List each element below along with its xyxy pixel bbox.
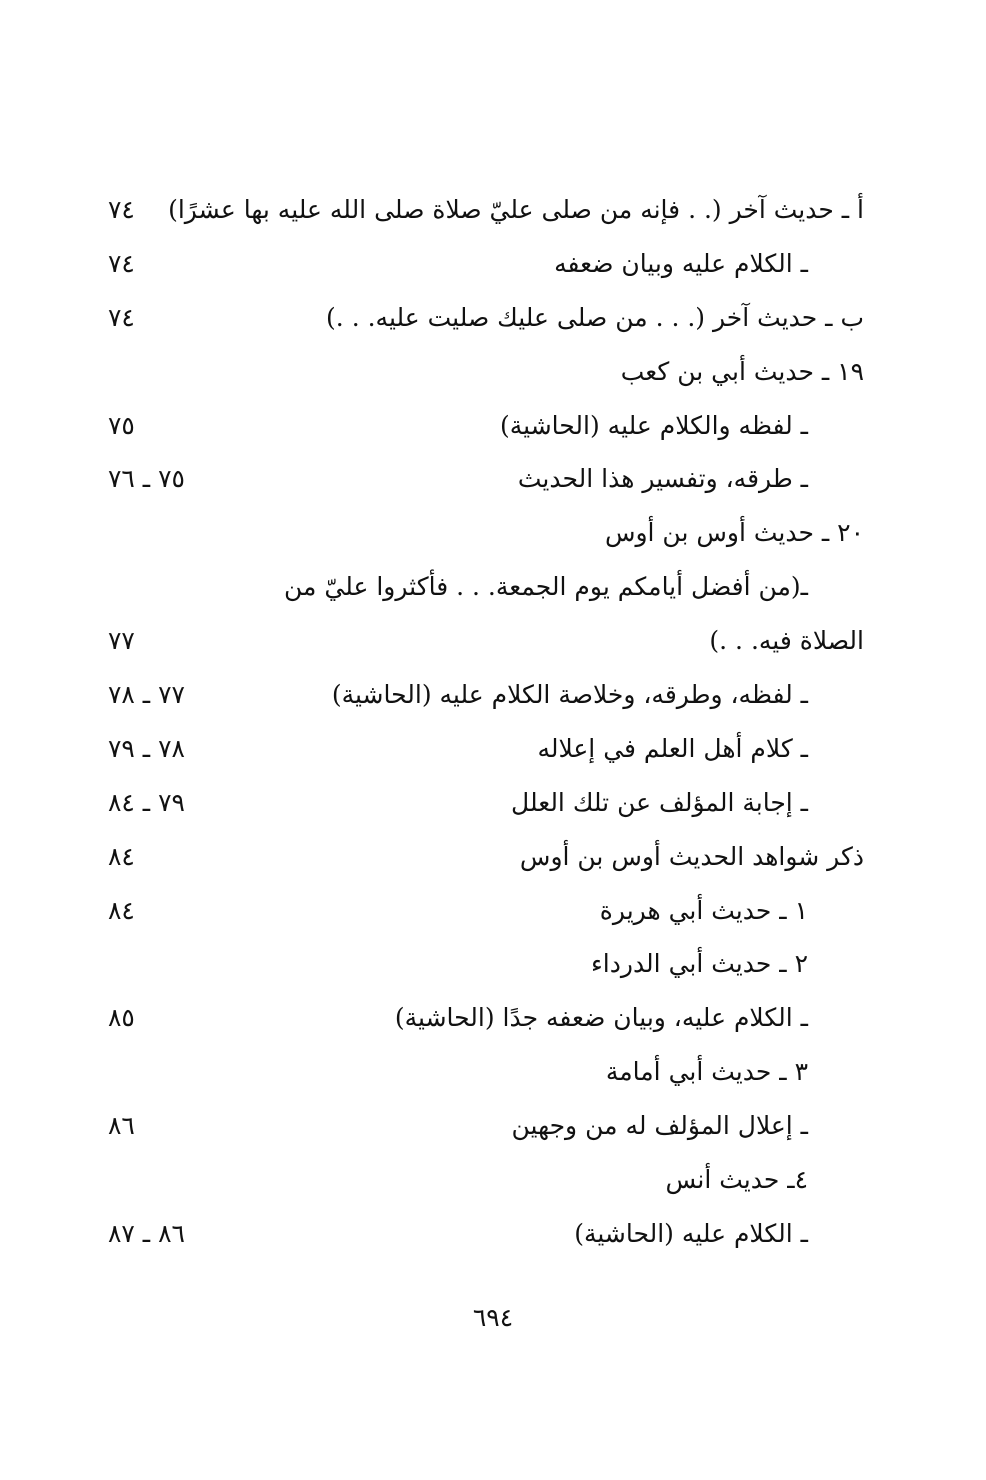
toc-entry-text: ـ لفظه والكلام عليه (الحاشية)	[500, 410, 808, 440]
toc-row	[0, 615, 986, 669]
toc-row	[0, 669, 986, 723]
toc-entry-text: ب ـ حديث آخر (. . . من صلى عليك صليت عليه. . .)	[326, 302, 864, 332]
toc-page-number: ٧٥	[108, 410, 135, 440]
toc-entry-text: ٣ ـ حديث أبي أمامة	[605, 1057, 808, 1087]
toc-page-number: ٨٦	[108, 1111, 135, 1141]
toc-row	[0, 1154, 986, 1208]
toc-row	[0, 1046, 986, 1100]
toc-entry-text: ـ إجابة المؤلف عن تلك العلل	[511, 787, 808, 817]
toc-entry-text: ـ الكلام عليه (الحاشية)	[574, 1218, 808, 1248]
toc-entry-text: أ ـ حديث آخر (. . فإنه من صلى عليّ صلاة صلى الله عليه بها عشرًا)	[168, 195, 864, 224]
toc-entry-text: ـ لفظه، وطرقه، وخلاصة الكلام عليه (الحاشية)	[331, 680, 808, 710]
toc-row	[0, 292, 986, 346]
toc-row	[0, 400, 986, 454]
toc-row	[0, 938, 986, 992]
toc-entry-text: ـ(من أفضل أيامكم يوم الجمعة. . . فأكثروا عليّ من	[284, 572, 808, 602]
toc-entry-text: ذكر شواهد الحديث أوس بن أوس	[519, 841, 864, 871]
toc-row	[0, 453, 986, 507]
toc-entry-text: الصلاة فيه. . .)	[709, 626, 864, 656]
toc-page-number: ٧٧ ـ ٧٨	[108, 680, 185, 710]
toc-page-number: ٧٤	[108, 248, 135, 278]
toc-row	[0, 184, 986, 238]
toc-entry-text: ـ الكلام عليه، وبيان ضعفه جدًا (الحاشية)	[394, 1003, 808, 1033]
toc-entry-text: ٢٠ ـ حديث أوس بن أوس	[604, 518, 864, 548]
toc-row	[0, 992, 986, 1046]
toc-entry-text: ـ كلام أهل العلم في إعلاله	[537, 733, 808, 763]
toc-entry-text: ٤ـ حديث أنس	[665, 1165, 808, 1195]
toc-page-number: ٧٥ ـ ٧٦	[108, 464, 185, 494]
toc-page-number: ٨٤	[108, 895, 135, 925]
toc-page-number: ٨٥	[108, 1003, 135, 1033]
toc-entry-text: ١٩ ـ حديث أبي بن كعب	[620, 356, 864, 386]
toc-entry-text: ـ طرقه، وتفسير هذا الحديث	[517, 464, 808, 494]
toc-page-number: ٧٤	[108, 302, 135, 332]
page-number-footer: ٦٩٤	[472, 1303, 514, 1332]
toc-page-number: ٧٨ ـ ٧٩	[108, 733, 185, 763]
toc-entry-text: ١ ـ حديث أبي هريرة	[599, 895, 808, 925]
toc-page-number: ٧٤	[108, 195, 135, 224]
toc-row	[0, 238, 986, 292]
table-of-contents	[0, 184, 986, 1284]
toc-page-number: ٨٦ ـ ٨٧	[108, 1218, 185, 1248]
toc-row	[0, 561, 986, 615]
toc-row	[0, 346, 986, 400]
toc-entry-text: ـ الكلام عليه وبيان ضعفه	[554, 248, 808, 278]
toc-row	[0, 777, 986, 831]
toc-row	[0, 1100, 986, 1154]
toc-page-number: ٧٩ ـ ٨٤	[108, 787, 185, 817]
toc-row	[0, 1208, 986, 1262]
toc-row	[0, 885, 986, 939]
toc-entry-text: ـ إعلال المؤلف له من وجهين	[511, 1111, 808, 1141]
toc-row	[0, 723, 986, 777]
toc-page-number: ٧٧	[108, 626, 135, 656]
toc-entry-text: ٢ ـ حديث أبي الدرداء	[591, 949, 808, 979]
toc-page-number: ٨٤	[108, 841, 135, 871]
toc-row	[0, 831, 986, 885]
toc-row	[0, 507, 986, 561]
